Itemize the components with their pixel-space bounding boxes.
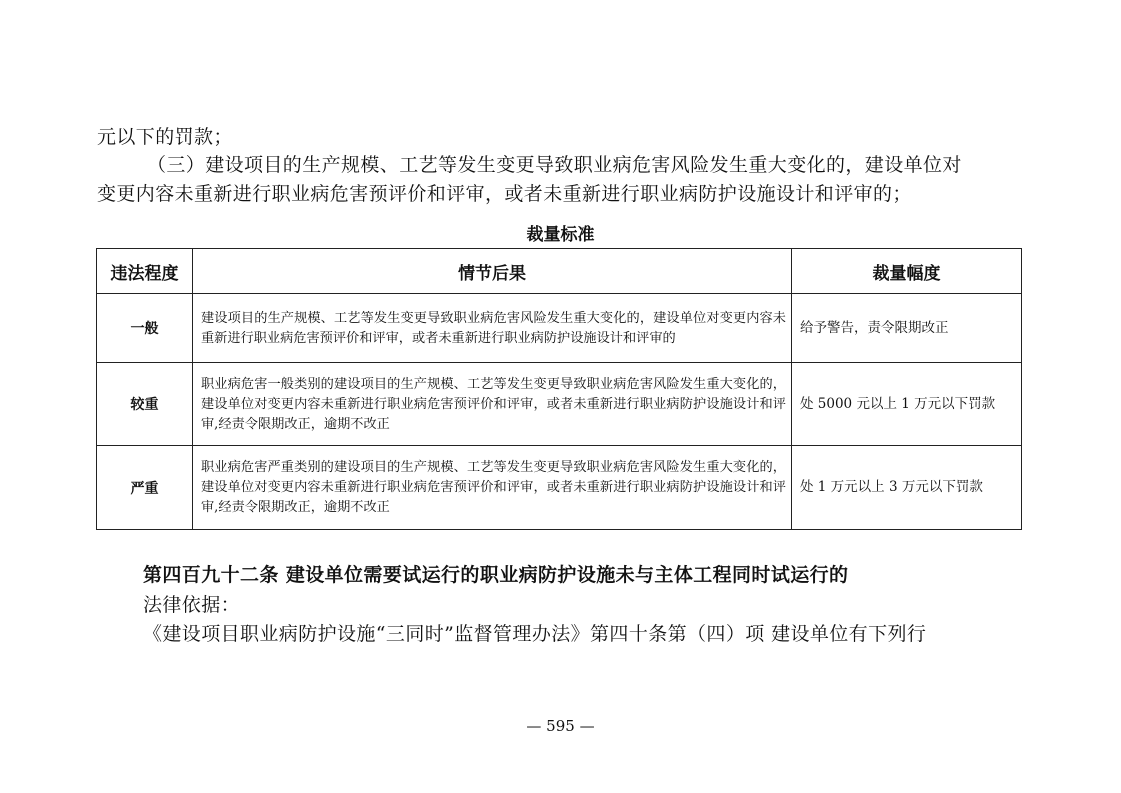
penalty-cell: 处 1 万元以上 3 万元以下罚款 [792, 446, 1022, 530]
table-caption: 裁量标准 [526, 225, 595, 245]
discretion-standard-table [96, 248, 1022, 530]
table-header-row [97, 249, 1022, 294]
violation-level-cell: 严重 [97, 446, 193, 530]
column-header-circumstance: 情节后果 [193, 249, 792, 294]
column-header-penalty: 裁量幅度 [792, 249, 1022, 294]
paragraph-line: （三）建设项目的生产规模、工艺等发生变更导致职业病危害风险发生重大变化的，建设单位对 [147, 154, 962, 176]
circumstance-cell: 职业病危害严重类别的建设项目的生产规模、工艺等发生变更导致职业病危害风险发生重大变化的，建设单位对变更内容未重新进行职业病危害预评价和评审，或者未重新进行职业病防护设施设计和评审,经责令限期改正，逾期不改正 [193, 446, 792, 530]
penalty-cell: 给予警告，责令限期改正 [792, 294, 1022, 363]
table-row [97, 363, 1022, 446]
violation-level-cell: 一般 [97, 294, 193, 363]
legal-basis-text: 《建设项目职业病防护设施“三同时”监督管理办法》第四十条第（四）项 建设单位有下列行 [143, 623, 927, 645]
penalty-cell: 处 5000 元以上 1 万元以下罚款 [792, 363, 1022, 446]
table-row [97, 446, 1022, 530]
circumstance-cell: 职业病危害一般类别的建设项目的生产规模、工艺等发生变更导致职业病危害风险发生重大变化的，建设单位对变更内容未重新进行职业病危害预评价和评审，或者未重新进行职业病防护设施设计和评审,经责令限期改正，逾期不改正 [193, 363, 792, 446]
page-number: — 595 — [526, 717, 595, 735]
circumstance-cell: 建设项目的生产规模、工艺等发生变更导致职业病危害风险发生重大变化的，建设单位对变更内容未重新进行职业病危害预评价和评审，或者未重新进行职业病防护设施设计和评审的 [193, 294, 792, 363]
paragraph-line: 元以下的罚款； [97, 126, 233, 148]
column-header-level: 违法程度 [97, 249, 193, 294]
violation-level-cell: 较重 [97, 363, 193, 446]
article-heading: 第四百九十二条 建设单位需要试运行的职业病防护设施未与主体工程同时试运行的 [143, 564, 849, 586]
legal-basis-label: 法律依据： [143, 594, 241, 616]
paragraph-line: 变更内容未重新进行职业病危害预评价和评审，或者未重新进行职业病防护设施设计和评审的； [97, 183, 912, 205]
table-row [97, 294, 1022, 363]
